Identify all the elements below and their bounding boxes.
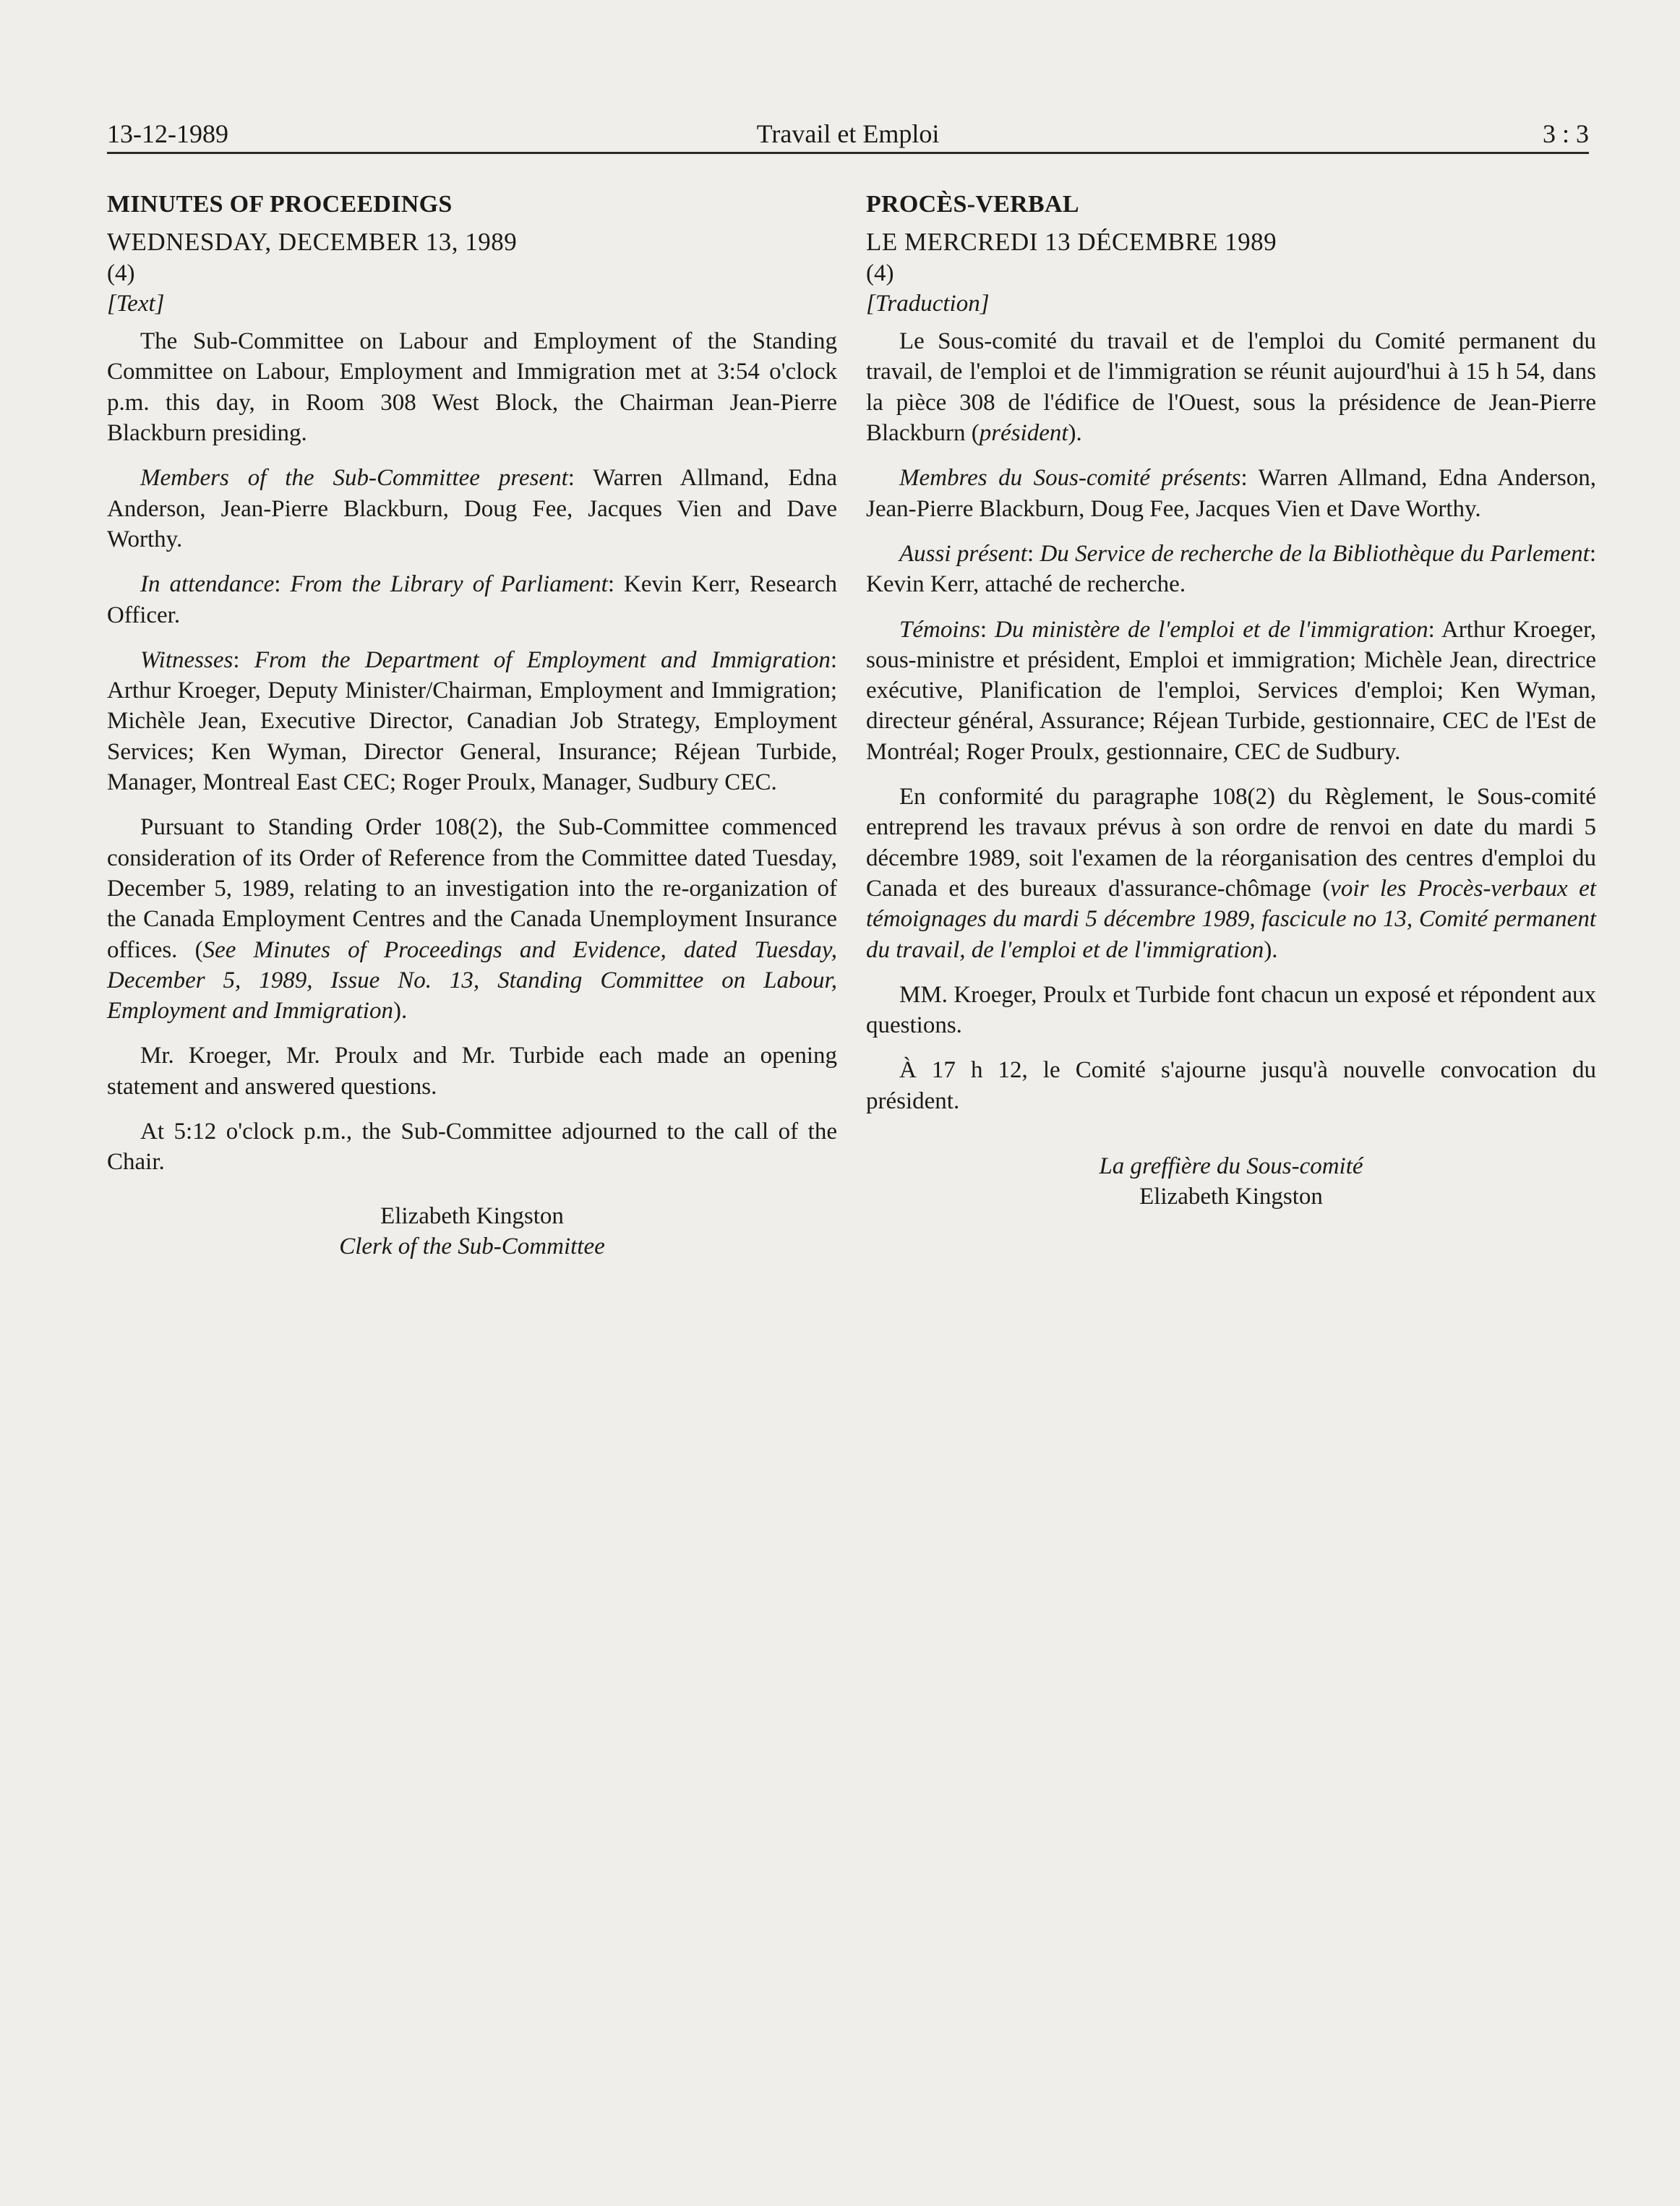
- french-text-tag-label: [Traduction]: [866, 290, 990, 317]
- english-order-ref: See Minutes of Proceedings and Evidence, dated Tuesday, December 5, 1989, Issue No. 13, Standing Committee on Labour, Employment and Immigration: [107, 936, 837, 1025]
- french-para1-role: président: [979, 420, 1068, 447]
- french-heading: PROCÈS-VERBAL: [866, 191, 1079, 218]
- french-attendance-label: Aussi présent: [899, 540, 1027, 567]
- english-witnesses-label: Witnesses: [140, 646, 233, 673]
- french-witnesses: [866, 615, 1596, 767]
- english-attendance-sep: :: [274, 571, 291, 598]
- english-members: [107, 463, 837, 555]
- french-members-text: : Warren Allmand, Edna Anderson, Jean-Pierre Blackburn, Doug Fee, Jacques Vien et Dave Worthy.: [866, 465, 1596, 522]
- french-signature-title-text: La greffière du Sous-comité: [1099, 1153, 1363, 1180]
- english-witnesses: [107, 645, 837, 798]
- english-members-label: Members of the Sub-Committee present: [140, 465, 568, 492]
- french-number: (4): [866, 260, 894, 286]
- english-text-tag-label: [Text]: [107, 290, 165, 317]
- french-signature-name: Elizabeth Kingston: [1139, 1184, 1323, 1210]
- french-witnesses-source: Du ministère de l'emploi et de l'immigration: [995, 616, 1428, 643]
- french-witnesses-label: Témoins: [899, 616, 980, 643]
- header-date: 13-12-1989: [107, 119, 228, 148]
- french-order-end: ).: [1264, 936, 1278, 963]
- french-members: [866, 463, 1596, 524]
- french-members-label: Membres du Sous-comité présents: [899, 465, 1241, 492]
- french-para1-end: ).: [1068, 420, 1082, 447]
- french-signature: [866, 1151, 1596, 1213]
- english-attendance-text: : Kevin Kerr, Research Officer.: [107, 571, 837, 628]
- english-adjournment: At 5:12 o'clock p.m., the Sub-Committee adjourned to the call of the Chair.: [107, 1119, 837, 1176]
- french-column: [866, 189, 1596, 1213]
- english-column: [107, 189, 837, 1262]
- english-witnesses-source: From the Department of Employment and Immigration: [254, 646, 831, 673]
- french-order-ref: voir les Procès-verbaux et témoignages du mardi 5 décembre 1989, fascicule no 13, Comité permanent du travail, de l'emploi et de l'immigration: [866, 875, 1596, 963]
- header-title: Travail et Emploi: [756, 119, 940, 148]
- french-attendance: [866, 539, 1596, 600]
- english-signature: [107, 1201, 837, 1262]
- english-text-tag: [107, 288, 837, 319]
- english-signature-name: Elizabeth Kingston: [380, 1202, 564, 1229]
- french-witnesses-sep: :: [980, 616, 995, 643]
- english-witnesses-sep: :: [233, 646, 254, 673]
- english-date: WEDNESDAY, DECEMBER 13, 1989: [107, 228, 518, 257]
- french-statements: MM. Kroeger, Proulx et Turbide font chacun un exposé et répondent aux questions.: [866, 981, 1596, 1039]
- french-para1-start: Le Sous-comité du travail et de l'emploi du Comité permanent du travail, de l'emploi et de l'immigration se réunit aujourd'hui à 15 h 54, dans la pièce 308 de l'édifice de l'Ouest, sous la présidence de Jean-Pierre Blackburn (: [866, 328, 1596, 447]
- english-number: (4): [107, 260, 135, 286]
- header-page-number: 3 : 3: [1542, 119, 1589, 148]
- french-text-tag: [866, 288, 1596, 319]
- english-witnesses-text: : Arthur Kroeger, Deputy Minister/Chairman, Employment and Immigration; Michèle Jean, Executive Director, Canadian Job Strategy, Employment Services; Ken Wyman, Director General, Insurance; Réjean Turbide, Manager, Montreal East CEC; Roger Proulx, Manager, Sudbury CEC.: [107, 646, 837, 796]
- english-members-text: : Warren Allmand, Edna Anderson, Jean-Pierre Blackburn, Doug Fee, Jacques Vien and Dave Worthy.: [107, 465, 837, 552]
- french-adjournment: À 17 h 12, le Comité s'ajourne jusqu'à nouvelle convocation du président.: [866, 1057, 1596, 1114]
- french-signature-title: [866, 1151, 1596, 1181]
- english-attendance-source: From the Library of Parliament: [290, 571, 608, 598]
- english-signature-title: [107, 1231, 837, 1262]
- french-para-opening: [866, 326, 1596, 448]
- french-date: LE MERCREDI 13 DÉCEMBRE 1989: [866, 228, 1277, 257]
- header-rule: [107, 152, 1589, 154]
- english-heading: MINUTES OF PROCEEDINGS: [107, 191, 453, 218]
- english-statements: Mr. Kroeger, Mr. Proulx and Mr. Turbide each made an opening statement and answered questions.: [107, 1043, 837, 1100]
- english-order-start: Pursuant to Standing Order 108(2), the Sub-Committee commenced consideration of its Order of Reference from the Committee dated Tuesday, December 5, 1989, relating to an investigation into the re-organization of the Canada Employment Centres and the Canada Unemployment Insurance offices. (: [107, 814, 837, 963]
- english-para-opening: The Sub-Committee on Labour and Employment of the Standing Committee on Labour, Employment and Immigration met at 3:54 o'clock p.m. this day, in Room 308 West Block, the Chairman Jean-Pierre Blackburn presiding.: [107, 328, 837, 447]
- page-header: [107, 116, 1589, 152]
- french-witnesses-text: : Arthur Kroeger, sous-ministre et président, Emploi et immigration; Michèle Jean, directrice exécutive, Planification de l'emploi, Services d'emploi; Ken Wyman, directeur général, Assurance; Réjean Turbide, gestionnaire, CEC de l'Est de Montréal; Roger Proulx, gestionnaire, CEC de Sudbury.: [866, 616, 1596, 765]
- english-order-of-reference: [107, 812, 837, 1026]
- english-signature-title-text: Clerk of the Sub-Committee: [339, 1233, 605, 1260]
- french-attendance-text: : Kevin Kerr, attaché de recherche.: [866, 540, 1597, 598]
- english-attendance-label: In attendance: [140, 571, 275, 598]
- french-attendance-source: Du Service de recherche de la Bibliothèque du Parlement: [1040, 540, 1590, 567]
- french-attendance-sep: :: [1027, 540, 1040, 567]
- french-order-of-reference: [866, 782, 1596, 965]
- french-order-start: En conformité du paragraphe 108(2) du Règlement, le Sous-comité entreprend les travaux prévus à son ordre de renvoi en date du mardi 5 décembre 1989, soit l'examen de la réorganisation des centres d'emploi du Canada et des bureaux d'assurance-chômage (: [866, 784, 1596, 902]
- english-order-end: ).: [393, 998, 408, 1025]
- english-attendance: [107, 569, 837, 630]
